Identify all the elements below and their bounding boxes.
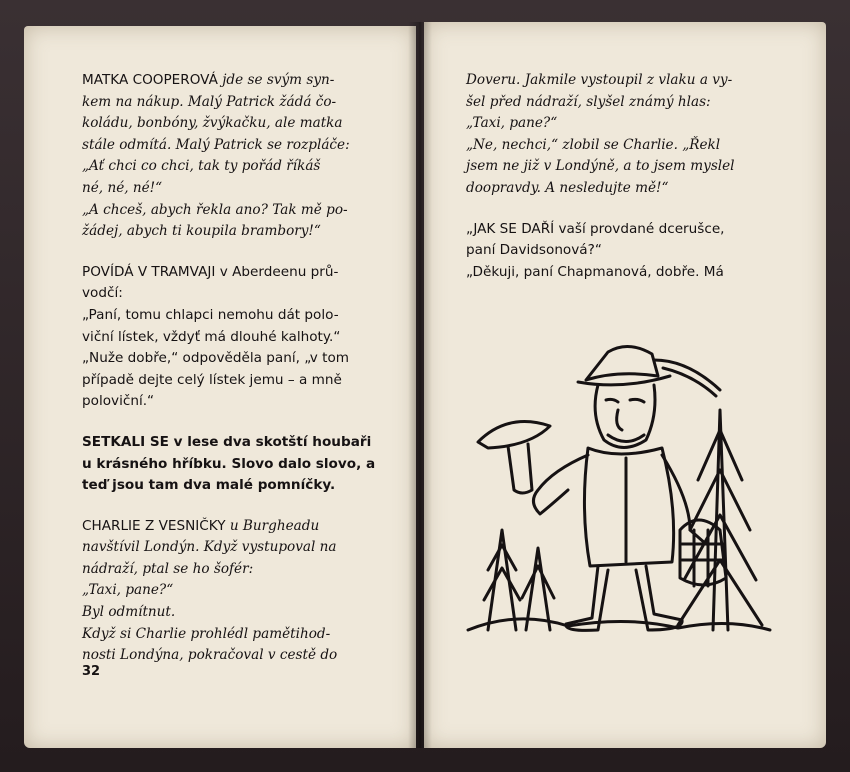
text-line [82,70,382,92]
text-line [82,327,382,349]
text-line [82,645,382,667]
text-segment: poloviční.“ [82,393,155,410]
text-segment: případě dejte celý lístek jemu – a mně [82,371,342,388]
text-line [466,113,776,135]
text-segment: „Nuže dobře,“ odpověděla paní, „v tom [82,350,350,367]
text-line [82,537,382,559]
text-segment: MATKA COOPEROVÁ [82,72,223,88]
paragraph-gap [82,497,382,516]
text-line [82,262,382,284]
text-line [466,92,776,114]
text-line [466,135,776,157]
text-line [466,219,776,241]
text-line [82,559,382,581]
paragraph-gap [466,200,776,219]
text-line [82,221,382,243]
text-line [82,156,382,178]
text-segment: viční lístek, vždyť má dlouhé kalhoty.“ [82,328,341,345]
text-segment: stále odmítá. Malý Patrick se rozpláče: [82,136,350,153]
text-line [82,200,382,222]
book-gutter [408,22,432,748]
text-segment: u Burgheadu [229,517,320,534]
text-segment: „Děkuji, paní Chapmanová, dobře. Má [466,263,724,280]
text-segment: navštívil Londýn. Když vystupoval na [82,539,337,556]
text-line [82,602,382,624]
text-segment: šel před nádraží, slyšel známý hlas: [466,93,711,110]
text-segment: POVÍDÁ V TRAMVAJI v Aberdeenu prů- [82,263,339,280]
text-line [82,516,382,538]
text-segment: „Taxi, pane?“ [466,115,558,132]
text-segment: teď jsou tam dva malé pomníčky. [82,477,336,494]
text-segment: koládu, bonbóny, žvýkačku, ale matka [82,115,343,132]
text-segment: nosti Londýna, pokračoval v cestě do [82,647,338,664]
text-segment: jde se svým syn- [222,72,335,88]
text-line [82,391,382,413]
text-segment: kem na nákup. Malý Patrick žádá čo- [82,93,337,110]
text-line [82,624,382,646]
text-segment: „JAK SE DAŘÍ vaší provdané dcerušce, [466,220,725,237]
text-line [82,454,382,476]
text-segment: „Paní, tomu chlapci nemohu dát polo- [82,306,339,323]
text-line [82,580,382,602]
text-line [82,305,382,327]
left-page-text [82,70,382,667]
text-segment: SETKALI SE v lese dva skotští houbaři [82,433,372,450]
right-page-text [466,70,776,283]
text-segment: Když si Charlie prohlédl pamětihod- [82,625,331,642]
text-line [82,370,382,392]
text-line [82,432,382,454]
paragraph-gap [82,243,382,262]
text-segment: u krásného hříbku. Slovo dalo slovo, a [82,455,376,472]
text-line [82,92,382,114]
page-number: 32 [82,664,101,679]
text-line [466,70,776,92]
text-line [82,348,382,370]
text-line [466,178,776,200]
text-segment: žádej, abych ti koupila brambory!“ [82,223,321,240]
text-segment: né, né, né!“ [82,179,163,196]
text-segment: Doveru. Jakmile vystoupil z vlaku a vy- [466,72,733,88]
text-segment: Byl odmítnut. [82,604,176,621]
text-line [82,178,382,200]
text-segment: paní Davidsonová?“ [466,242,602,259]
text-line [82,283,382,305]
text-line [466,156,776,178]
text-segment: vodčí: [82,285,123,302]
text-segment: „Ať chci co chci, tak ty pořád říkáš [82,158,321,175]
text-segment: „Ne, nechci,“ zlobil se Charlie. „Řekl [466,136,721,153]
text-line [466,262,776,284]
text-segment: doopravdy. A nesledujte mě!“ [466,179,669,196]
mushroom-picker-illustration [458,330,774,648]
text-segment: „Taxi, pane?“ [82,582,174,599]
text-line [466,240,776,262]
text-line [82,113,382,135]
text-line [82,475,382,497]
text-segment: jsem ne již v Londýně, a to jsem myslel [466,158,735,175]
text-segment: nádraží, ptal se ho šofér: [82,560,254,577]
text-line [82,135,382,157]
text-segment: „A chceš, abych řekla ano? Tak mě po- [82,201,348,218]
paragraph-gap [82,413,382,432]
text-segment: CHARLIE Z VESNIČKY [82,517,230,534]
